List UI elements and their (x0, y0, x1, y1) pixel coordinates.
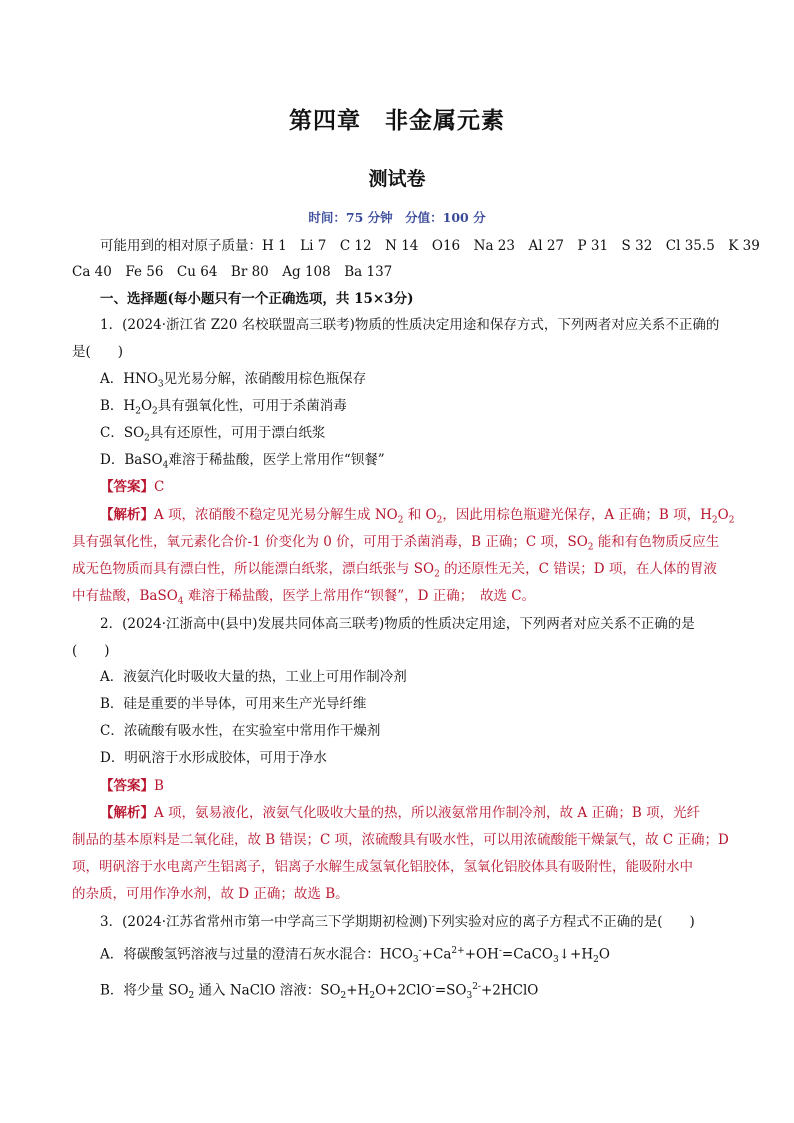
q2-stem-line2: ( ) (72, 643, 110, 659)
q3-stem: 3．(2024·江苏省常州市第一中学高三下学期期初检测)下列实验对应的离子方程式不正确的是( ) (100, 914, 695, 930)
q2-analysis-line1: 【解析】A 项，氨易液化，液氨气化吸收大量的热，所以液氨常用作制冷剂，故 A 正确；B 项，光纤 (100, 805, 701, 821)
q1-stem-line2: 是( ) (72, 344, 124, 360)
q1-answer: 【答案】C (100, 479, 165, 495)
q3-option-a: A．将碳酸氢钙溶液与过量的澄清石灰水混合：$HCO_3^-+Ca^{2+}+OH^-=CaCO_3↓+H_2O$ (100, 946, 610, 966)
q2-stem-line1: 2．(2024·江浙高中(县中)发展共同体高三联考)物质的性质决定用途，下列两者对应关系不正确的是 (100, 616, 695, 632)
test-subtitle: 测试卷 (368, 168, 426, 190)
q1-analysis-line3: 成无色物质而具有漂白性，所以能漂白纸浆，漂白纸张与 $SO_2$ 的还原性无关，C 错误；D 项，在人体的胃液 (72, 561, 717, 580)
q2-analysis-line2: 制品的基本原料是二氧化硅，故 B 错误；C 项，浓硫酸具有吸水性，可以用浓硫酸能干燥氯气，故 C 正确；D (72, 832, 729, 848)
chapter-title: 第四章 非金属元素 (289, 108, 505, 134)
q1-analysis-line4: 中有盐酸，BaSO$_4$ 难溶于稀盐酸，医学上常用作“钡餐”，D 正确； 故选 C。 (72, 588, 536, 607)
q1-option-b: B．$H_2O_2$具有强氧化性，可用于杀菌消毒 (100, 398, 347, 417)
q2-answer: 【答案】B (100, 778, 164, 794)
q1-option-a: A．$HNO_3$见光易分解，浓硝酸用棕色瓶保存 (100, 371, 367, 390)
q1-analysis-line1: 【解析】A 项，浓硝酸不稳定见光易分解生成 $NO_2$ 和 $O_2$，因此用棕色瓶避光保存，A 正确；B 项，$H_2O_2$ (100, 507, 735, 526)
q1-analysis-line2: 具有强氧化性，氧元素化合价-1 价变化为 0 价，可用于杀菌消毒，B 正确；C 项，$SO_2$ 能和有色物质反应生 (72, 534, 720, 553)
q3-option-b: B．将少量 $SO_2$ 通入 NaClO 溶液：$SO_2+H_2O+2ClO^-=SO_3^{2-}+2HClO$ (100, 982, 539, 1002)
q2-analysis-line3: 项，明矾溶于水电离产生铝离子，铝离子水解生成氢氧化铝胶体，氢氧化铝胶体具有吸附性，能吸附水中 (72, 859, 693, 875)
q2-option-c: C．浓硫酸有吸水性，在实验室中常用作干燥剂 (100, 723, 381, 739)
q2-analysis-line4: 的杂质，可用作净水剂，故 D 正确；故选 B。 (72, 886, 349, 902)
atomic-masses-line2: Ca 40 Fe 56 Cu 64 Br 80 Ag 108 Ba 137 (72, 264, 393, 280)
q2-option-a: A．液氨汽化时吸收大量的热，工业上可用作制冷剂 (100, 669, 407, 685)
q1-stem-line1: 1．(2024·浙江省 Z20 名校联盟高三联考)物质的性质决定用途和保存方式，下列两者对应关系不正确的 (100, 317, 720, 333)
q1-option-d: D．BaSO$_4$难溶于稀盐酸，医学上常用作“钡餐” (100, 452, 385, 471)
q2-option-d: D．明矾溶于水形成胶体，可用于净水 (100, 750, 327, 766)
q1-option-c: C．$SO_2$具有还原性，可用于漂白纸浆 (100, 425, 326, 444)
q2-option-b: B．硅是重要的半导体，可用来生产光导纤维 (100, 696, 367, 712)
atomic-masses-line1: 可能用到的相对原子质量：H 1 Li 7 C 12 N 14 O16 Na 23 Al 27 P 31 S 32 Cl 35.5 K 39 (100, 238, 760, 254)
time-score-info: 时间：75 分钟 分值：100 分 (308, 210, 486, 225)
section-heading: 一、选择题(每小题只有一个正确选项，共 15×3分) (100, 291, 414, 307)
